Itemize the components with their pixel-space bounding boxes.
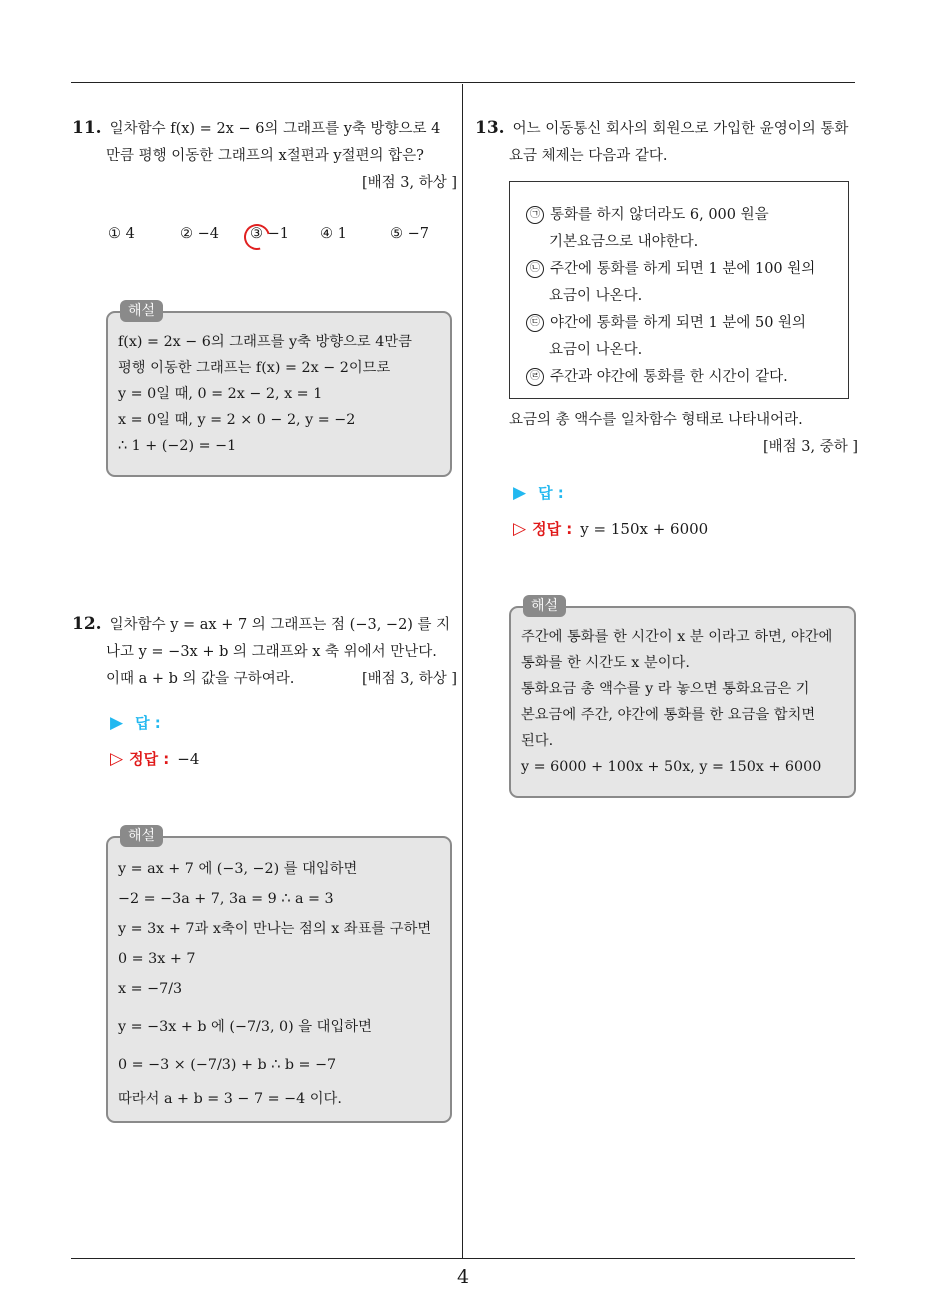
- question-text-line2: 요금 체제는 다음과 같다.: [509, 148, 668, 164]
- prompt-text: 요금의 총 액수를 일차함수 형태로 나타내어라.: [509, 412, 803, 428]
- condition-text: 통화를 하지 않더라도 6, 000 원을: [550, 207, 769, 223]
- solution-line: y = 3x + 7과 x축이 만나는 점의 x 좌표를 구하면: [118, 921, 432, 937]
- solution-line: 통화요금 총 액수를 y 라 놓으면 통화요금은 기: [521, 681, 810, 697]
- circled-letter-icon: ㉣: [526, 368, 544, 386]
- choice-5[interactable]: ⑤ −7: [390, 226, 429, 242]
- correct-label: 정답 :: [129, 750, 170, 768]
- condition-text: 요금이 나온다.: [549, 288, 643, 304]
- choice-4[interactable]: ④ 1: [320, 226, 347, 242]
- solution-line: 본요금에 주간, 야간에 통화를 한 요금을 합치면: [521, 707, 816, 723]
- top-rule: [71, 82, 855, 83]
- choice-3[interactable]: ③ −1: [250, 226, 289, 242]
- solution-tag: 해설: [120, 825, 163, 847]
- question-number: 12.: [72, 614, 102, 634]
- correct-value: −4: [177, 750, 200, 768]
- solution-line: 통화를 한 시간도 x 분이다.: [521, 655, 690, 671]
- question-text-line1: 어느 이동통신 회사의 회원으로 가입한 윤영이의 통화: [512, 121, 849, 137]
- solution-box-11: [106, 303, 452, 477]
- page-number: 4: [456, 1266, 470, 1288]
- question-text-line1: 일차함수 y = ax + 7 의 그래프는 점 (−3, −2) 를 지: [109, 617, 451, 633]
- solution-line: ∴ 1 + (−2) = −1: [118, 438, 237, 454]
- question-text-line2: 만큼 평행 이동한 그래프의 x절편과 y절편의 합은?: [106, 148, 424, 164]
- solution-line: y = −3x + b 에 (−7/3, 0) 을 대입하면: [118, 1019, 372, 1035]
- score: [배점 3, 하상 ]: [361, 671, 457, 687]
- outline-triangle-icon: ▷: [513, 519, 527, 539]
- solution-line: y = ax + 7 에 (−3, −2) 를 대입하면: [118, 861, 358, 877]
- score: [배점 3, 중하 ]: [762, 439, 858, 455]
- correct-answer-row: [110, 748, 199, 769]
- solution-line: x = 0일 때, y = 2 × 0 − 2, y = −2: [118, 412, 356, 428]
- question-number: 13.: [475, 118, 505, 138]
- condition-text: 주간에 통화를 하게 되면 1 분에 100 원의: [550, 261, 816, 277]
- solution-box-13: [509, 598, 856, 798]
- conditions-box: [509, 181, 849, 399]
- condition-text: 주간과 야간에 통화를 한 시간이 같다.: [550, 369, 788, 385]
- condition-text: 야간에 통화를 하게 되면 1 분에 50 원의: [550, 315, 807, 331]
- correct-answer-row: [513, 518, 708, 539]
- answer-label: 답 :: [538, 484, 564, 502]
- choice-1[interactable]: ① 4: [108, 226, 135, 242]
- play-triangle-icon: ▶: [110, 713, 124, 733]
- solution-line: 따라서 a + b = 3 − 7 = −4 이다.: [118, 1091, 342, 1107]
- column-divider: [462, 84, 463, 1259]
- answer-row: [110, 712, 161, 733]
- choice-2[interactable]: ② −4: [180, 226, 219, 242]
- solution-box-12: [106, 828, 452, 1123]
- condition-text: 기본요금으로 내야한다.: [549, 234, 699, 250]
- question-13-prompt: [509, 407, 858, 461]
- solution-line: f(x) = 2x − 6의 그래프를 y축 방향으로 4만큼: [118, 334, 412, 350]
- question-13: [475, 115, 860, 170]
- solution-line: 주간에 통화를 한 시간이 x 분 이라고 하면, 야간에: [521, 629, 833, 645]
- circled-letter-icon: ㉢: [526, 314, 544, 332]
- selected-answer-circle-icon: [239, 219, 275, 255]
- solution-line: x = −7/3: [118, 981, 183, 997]
- condition-text: 요금이 나온다.: [549, 342, 643, 358]
- circled-letter-icon: ㉠: [526, 206, 544, 224]
- answer-row: [513, 482, 564, 503]
- solution-line: −2 = −3a + 7, 3a = 9 ∴ a = 3: [118, 891, 334, 907]
- solution-line: y = 0일 때, 0 = 2x − 2, x = 1: [118, 386, 323, 402]
- solution-line: 0 = −3 × (−7/3) + b ∴ b = −7: [118, 1057, 337, 1073]
- play-triangle-icon: ▶: [513, 483, 527, 503]
- correct-value: y = 150x + 6000: [580, 520, 709, 538]
- solution-line: 평행 이동한 그래프는 f(x) = 2x − 2이므로: [118, 360, 391, 376]
- correct-label: 정답 :: [532, 520, 573, 538]
- question-text-line2: 나고 y = −3x + b 의 그래프와 x 축 위에서 만난다.: [106, 644, 437, 660]
- solution-line: 0 = 3x + 7: [118, 951, 196, 967]
- solution-line: 된다.: [521, 733, 554, 749]
- bottom-rule: [71, 1258, 855, 1259]
- question-text-line1: 일차함수 f(x) = 2x − 6의 그래프를 y축 방향으로 4: [109, 121, 441, 137]
- circled-letter-icon: ㉡: [526, 260, 544, 278]
- question-number: 11.: [72, 118, 102, 138]
- score: [배점 3, 하상 ]: [361, 175, 457, 191]
- question-11: [72, 115, 457, 197]
- outline-triangle-icon: ▷: [110, 749, 124, 769]
- question-text-line3: 이때 a + b 의 값을 구하여라.: [106, 671, 295, 687]
- solution-tag: 해설: [523, 595, 566, 617]
- solution-line: y = 6000 + 100x + 50x, y = 150x + 6000: [521, 759, 822, 775]
- question-12: [72, 611, 457, 693]
- solution-tag: 해설: [120, 300, 163, 322]
- answer-label: 답 :: [135, 714, 161, 732]
